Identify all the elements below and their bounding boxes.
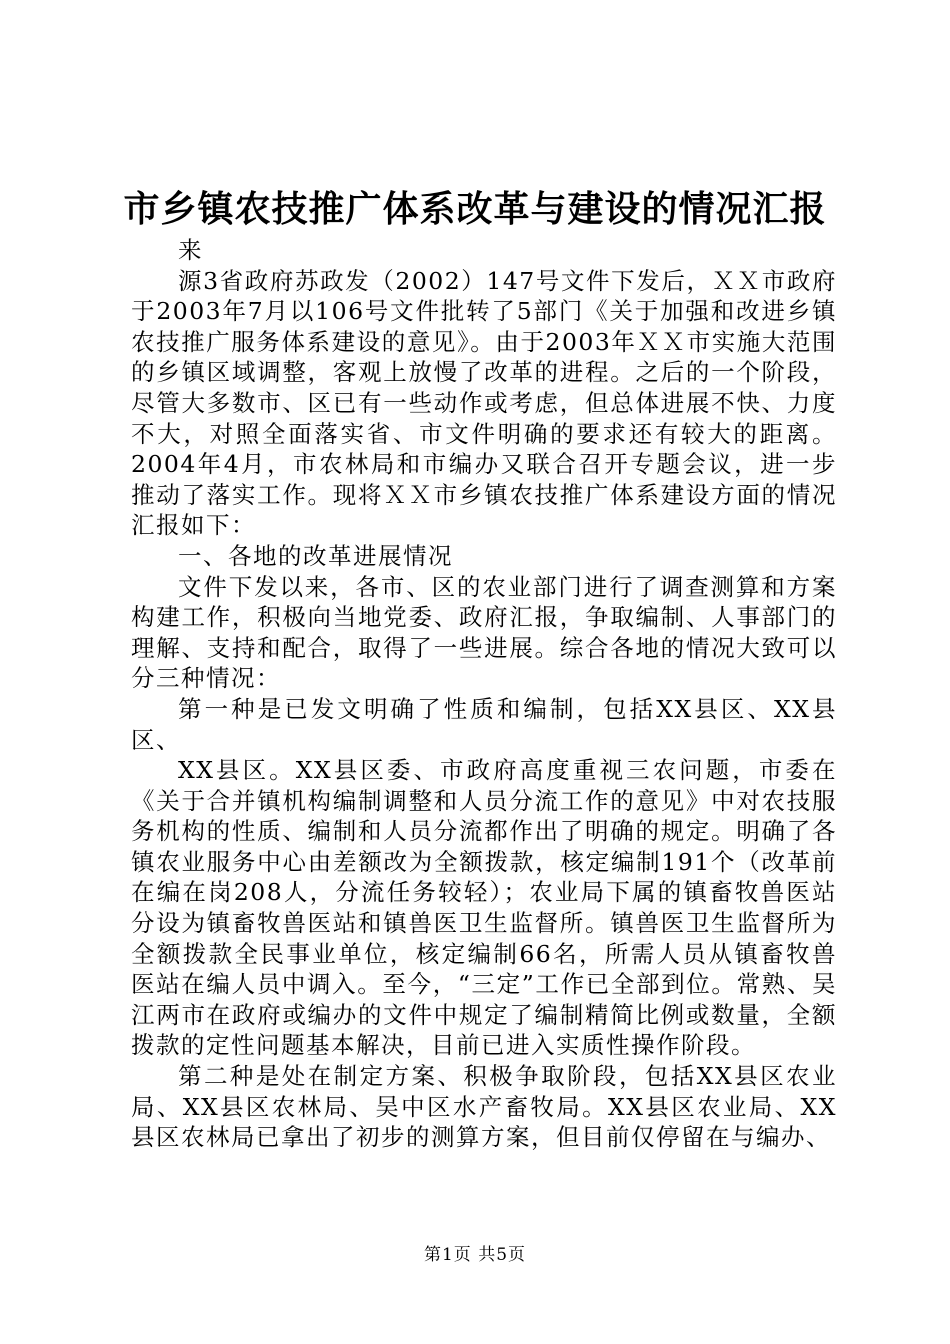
paragraph-first-type: 第一种是已发文明确了性质和编制，包括XX县区、XX县区、 xyxy=(131,694,837,754)
document-title: 市乡镇农技推广体系改革与建设的情况汇报 xyxy=(123,188,827,230)
page-footer: 第1页 共5页 xyxy=(423,1245,527,1265)
paragraph-lead: 来 xyxy=(178,236,203,264)
document-body-upper xyxy=(131,235,837,755)
paragraph-overview: 文件下发以来，各市、区的农业部门进行了调查测算和方案构建工作，积极向当地党委、政府汇报，争取编制、人事部门的理解、支持和配合，取得了一些进展。综合各地的情况大致可以分三种情况： xyxy=(131,572,837,693)
paragraph-second-type: 第二种是处在制定方案、积极争取阶段，包括XX县区农业局、XX县区农林局、吴中区水产畜牧局。XX县区农业局、XX县区农林局已拿出了初步的测算方案，但目前仅停留在与编办、 xyxy=(131,1061,837,1152)
paragraph-first-type-continued: XX县区。XX县区委、市政府高度重视三农问题，市委在《关于合并镇机构编制调整和人员分流工作的意见》中对农技服务机构的性质、编制和人员分流都作出了明确的规定。明确了各镇农业服务中心由差额改为全额拨款，核定编制191个（改革前在编在岗208人，分流任务较轻）；农业局下属的镇畜牧兽医站分设为镇畜牧兽医站和镇兽医卫生监督所。镇兽医卫生监督所为全额拨款全民事业单位，核定编制66名，所需人员从镇畜牧兽医站在编人员中调入。至今，“三定”工作已全部到位。常熟、吴江两市在政府或编办的文件中规定了编制精简比例或数量，全额拨款的定性问题基本解决，目前已进入实质性操作阶段。 xyxy=(131,756,837,1060)
document-body-lower xyxy=(131,755,837,1153)
section-heading-progress: 一、各地的改革进展情况 xyxy=(178,541,453,570)
paragraph-intro: 源3省政府苏政发（2002）147号文件下发后，ＸＸ市政府于2003年7月以106号文件批转了5部门《关于加强和改进乡镇农技推广服务体系建设的意见》。由于2003年ＸＸ市实施大范围的乡镇区域调整，客观上放慢了改革的进程。之后的一个阶段，尽管大多数市、区已有一些动作或考虑，但总体进展不快、力度不大，对照全面落实省、市文件明确的要求还有较大的距离。2004年4月，市农林局和市编办又联合召开专题会议，进一步推动了落实工作。现将ＸＸ市乡镇农技推广体系建设方面的情况汇报如下： xyxy=(131,266,837,540)
